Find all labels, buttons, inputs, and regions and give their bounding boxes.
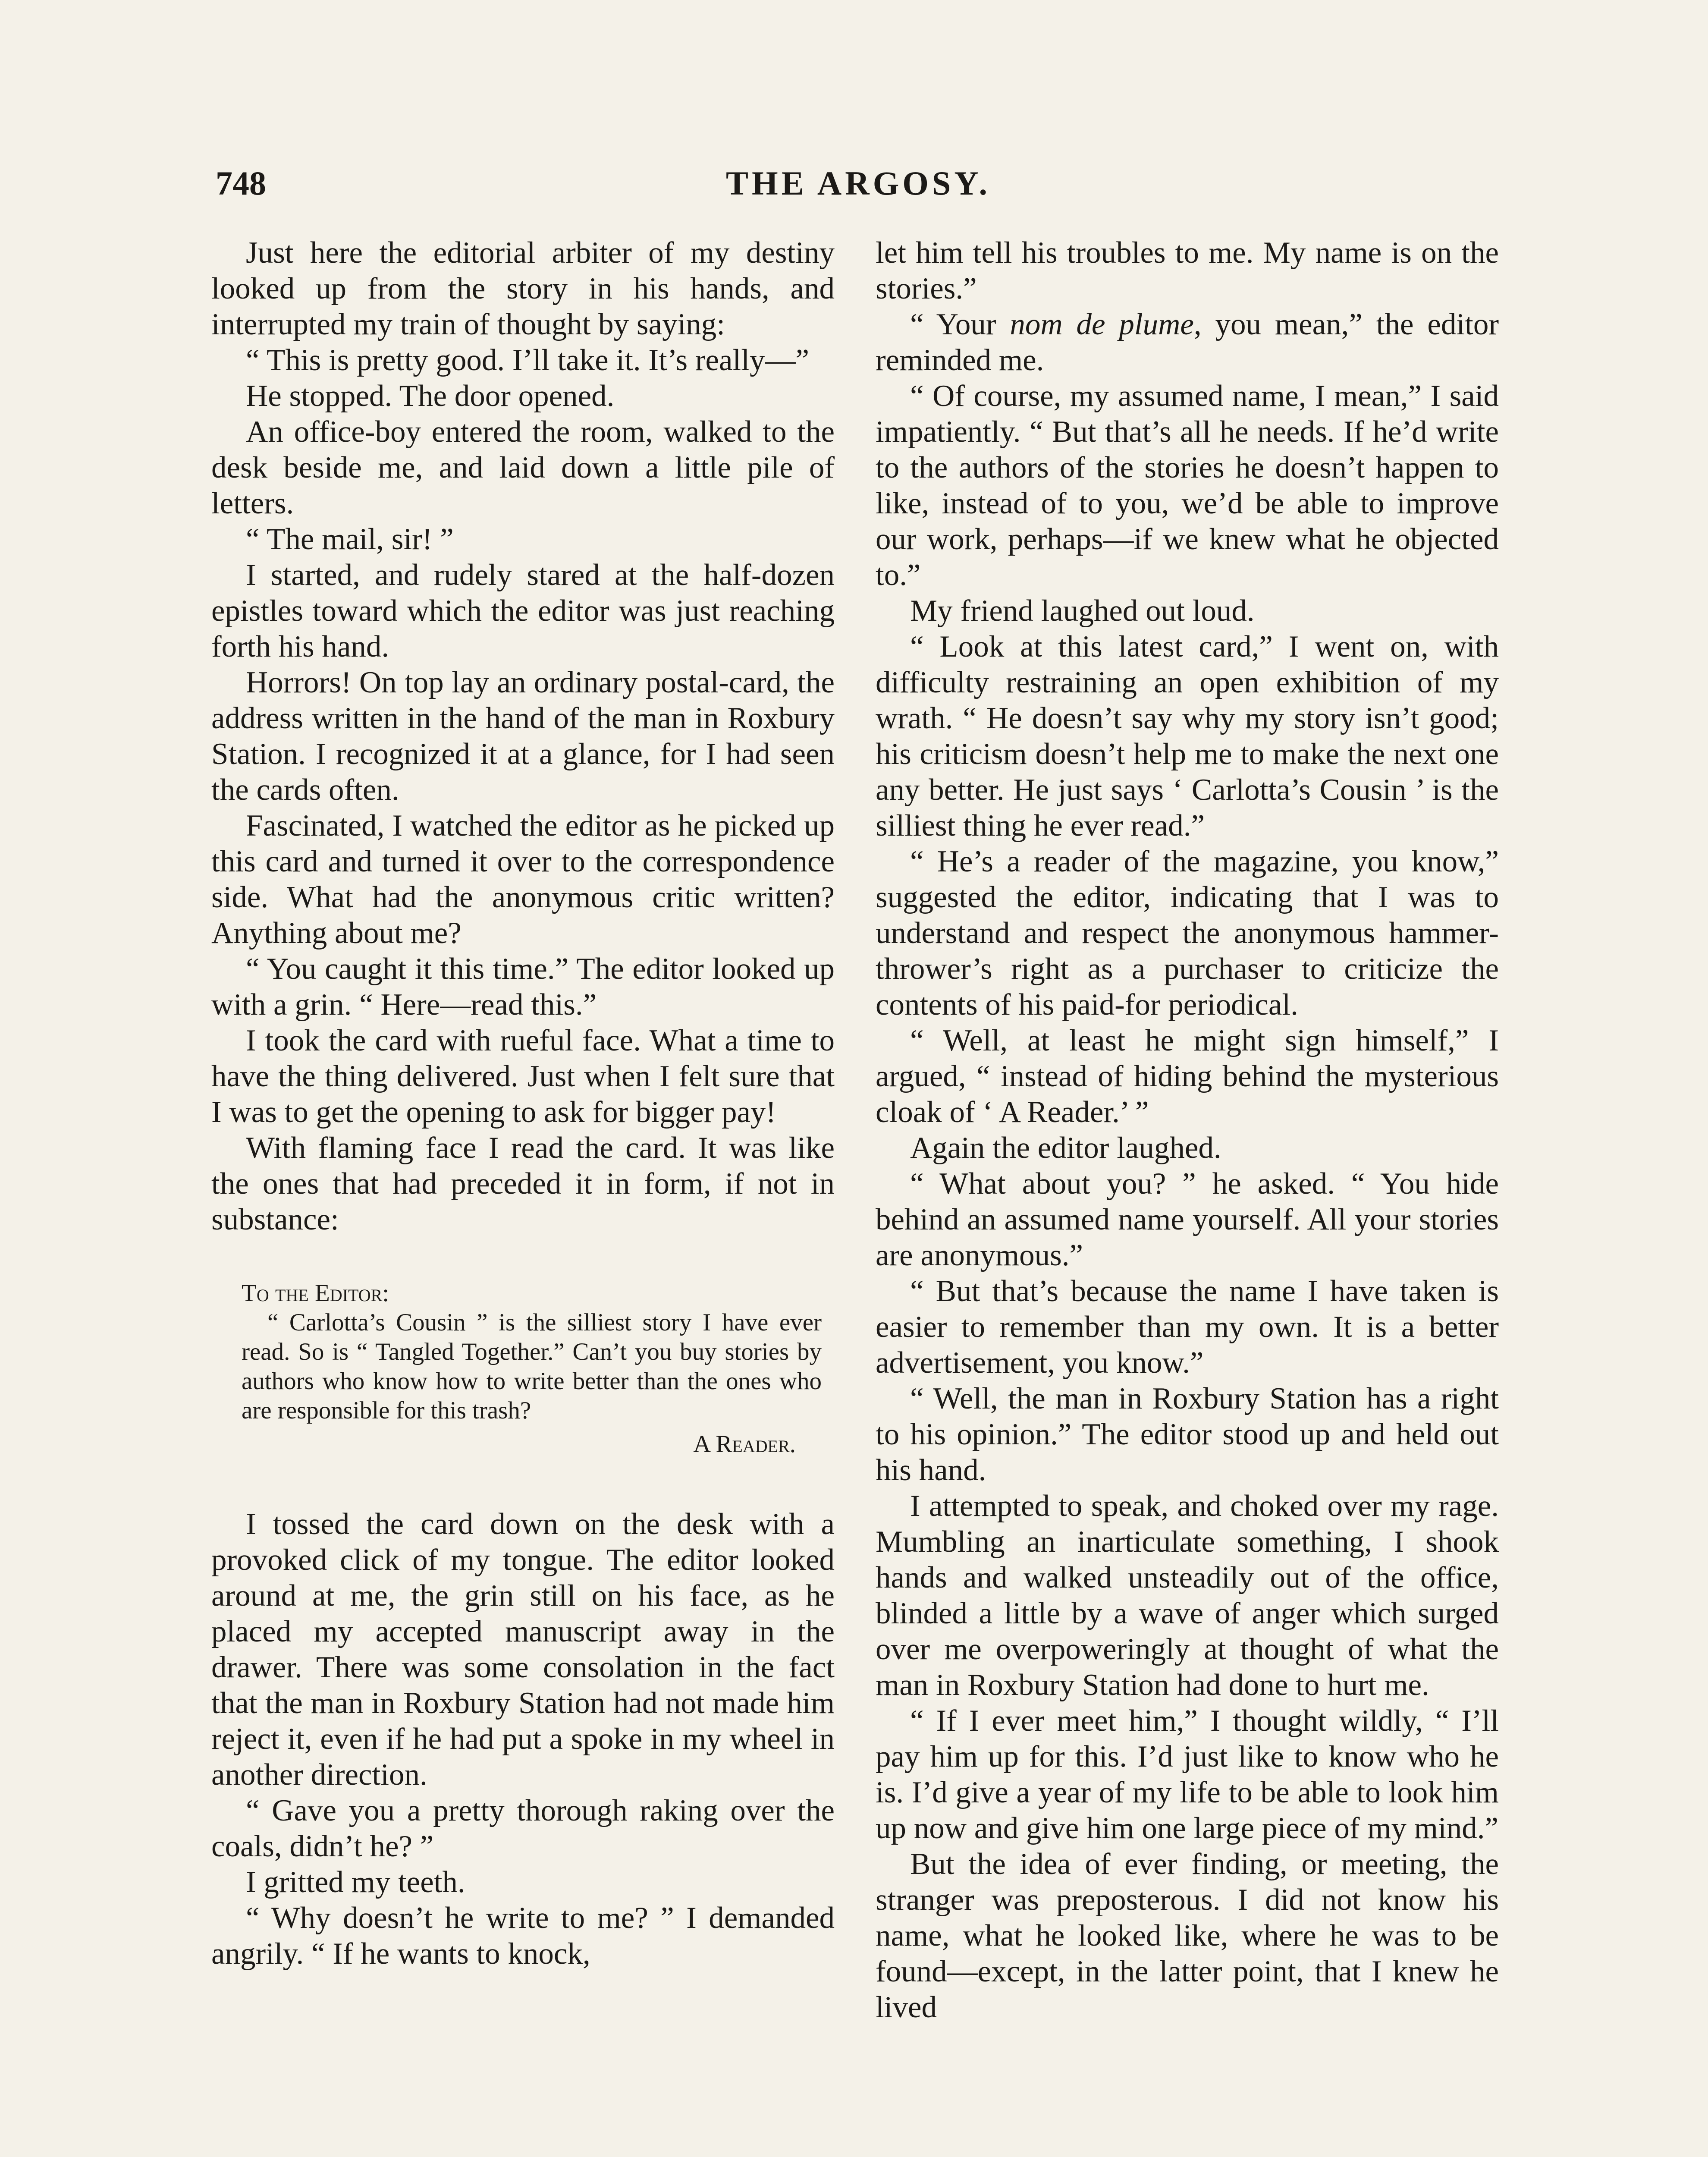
paragraph: “ This is pretty good. I’ll take it. It’s really—” <box>246 343 809 377</box>
letter-body: “ Carlotta’s Cousin ” is the silliest story I have ever read. So is “ Tangled Together.” Can’t you buy stories by authors who know how to write better than the ones who are responsible for this trash? <box>242 1309 822 1424</box>
paragraph: “ He’s a reader of the magazine, you know,” suggested the editor, indicating that I was to understand and respect the anonymous hammer-thrower’s right as a purchaser to criticize the contents of his paid-for periodical. <box>876 845 1499 1022</box>
paragraph: Fascinated, I watched the editor as he picked up this card and turned it over to the correspondence side. What had the anonymous critic written? Anything about me? <box>211 809 835 950</box>
page-number: 748 <box>216 164 266 202</box>
page-header <box>216 160 1501 207</box>
quoted-letter <box>242 1279 835 1459</box>
paragraph: I started, and rudely stared at the half-dozen epistles toward which the editor was just reaching forth his hand. <box>211 558 835 663</box>
paragraph: “ Of course, my assumed name, I mean,” I said impatiently. “ But that’s all he needs. If he’d write to the authors of the stories he doesn’t happen to like, instead of to you, we’d be able to improve our work, perhaps—if we knew what he objected to.” <box>876 379 1499 592</box>
paragraph: He stopped. The door opened. <box>246 379 615 413</box>
running-head: THE ARGOSY. <box>726 164 991 202</box>
left-column <box>211 235 835 1972</box>
paragraph: I took the card with rueful face. What a time to have the thing delivered. Just when I felt sure that I was to get the opening to ask for bigger pay! <box>211 1024 835 1129</box>
paragraph: “ Gave you a pretty thorough raking over the coals, didn’t he? ” <box>211 1794 835 1863</box>
paragraph: I gritted my teeth. <box>246 1865 465 1899</box>
paragraph: “ Well, at least he might sign himself,” I argued, “ instead of hiding behind the mysterious cloak of ‘ A Reader.’ ” <box>876 1024 1499 1129</box>
paragraph: “ You caught it this time.” The editor looked up with a grin. “ Here—read this.” <box>211 952 835 1022</box>
paragraph: let him tell his troubles to me. My name is on the stories.” <box>876 236 1499 305</box>
paragraph: “ If I ever meet him,” I thought wildly, “ I’ll pay him up for this. I’d just like to know who he is. I’d give a year of my life to be able to look him up now and give him one large piece of my mind.” <box>876 1704 1499 1845</box>
paragraph: My friend laughed out loud. <box>910 594 1255 628</box>
paragraph: “ Why doesn’t he write to me? ” I demanded angrily. “ If he wants to knock, <box>211 1901 835 1971</box>
paragraph: Just here the editorial arbiter of my destiny looked up from the story in his hands, and interrupted my train of thought by saying: <box>211 236 835 341</box>
paragraph: With flaming face I read the card. It was like the ones that had preceded it in form, if not in substance: <box>211 1131 835 1236</box>
paragraph: But the idea of ever finding, or meeting, the stranger was preposterous. I did not know his name, what he looked like, where he was to be found—except, in the latter point, that I knew he lived <box>876 1847 1499 2024</box>
paragraph: Horrors! On top lay an ordinary postal-card, the address written in the hand of the man in Roxbury Station. I recognized it at a glance, for I had seen the cards often. <box>211 666 835 807</box>
italic-phrase: nom de plume <box>1010 308 1194 341</box>
paragraph: “ What about you? ” he asked. “ You hide behind an assumed name yourself. All your stories are anonymous.” <box>876 1167 1499 1272</box>
letter-signature: A Reader. <box>693 1431 796 1458</box>
paragraph: I tossed the card down on the desk with a provoked click of my tongue. The editor looked around at me, the grin still on his face, as he placed my accepted manuscript away in the drawer. There was some consolation in the fact that the man in Roxbury Station had not made him reject it, even if he had put a spoke in my wheel in another direction. <box>211 1507 835 1792</box>
paragraph: An office-boy entered the room, walked to the desk beside me, and laid down a little pile of letters. <box>211 415 835 520</box>
paragraph: “ Look at this latest card,” I went on, with difficulty restraining an open exhibition of my wrath. “ He doesn’t say why my story isn’t good; his criticism doesn’t help me to make the next one any better. He just says ‘ Carlotta’s Cousin ’ is the silliest thing he ever read.” <box>876 630 1499 843</box>
letter-salutation: To the Editor: <box>242 1280 389 1307</box>
right-column <box>876 235 1499 2025</box>
paragraph: “ Your nom de plume, you mean,” the editor reminded me. <box>876 308 1499 377</box>
paragraph: “ But that’s because the name I have taken is easier to remember than my own. It is a better advertisement, you know.” <box>876 1274 1499 1380</box>
paragraph: Again the editor laughed. <box>910 1131 1221 1165</box>
paragraph: “ Well, the man in Roxbury Station has a right to his opinion.” The editor stood up and held out his hand. <box>876 1382 1499 1487</box>
paragraph: I attempted to speak, and choked over my rage. Mumbling an inarticulate something, I shook hands and walked unsteadily out of the office, blinded a little by a wave of anger which surged over me overpoweringly at thought of what the man in Roxbury Station had done to hurt me. <box>876 1489 1499 1702</box>
paragraph: “ The mail, sir! ” <box>246 522 454 556</box>
